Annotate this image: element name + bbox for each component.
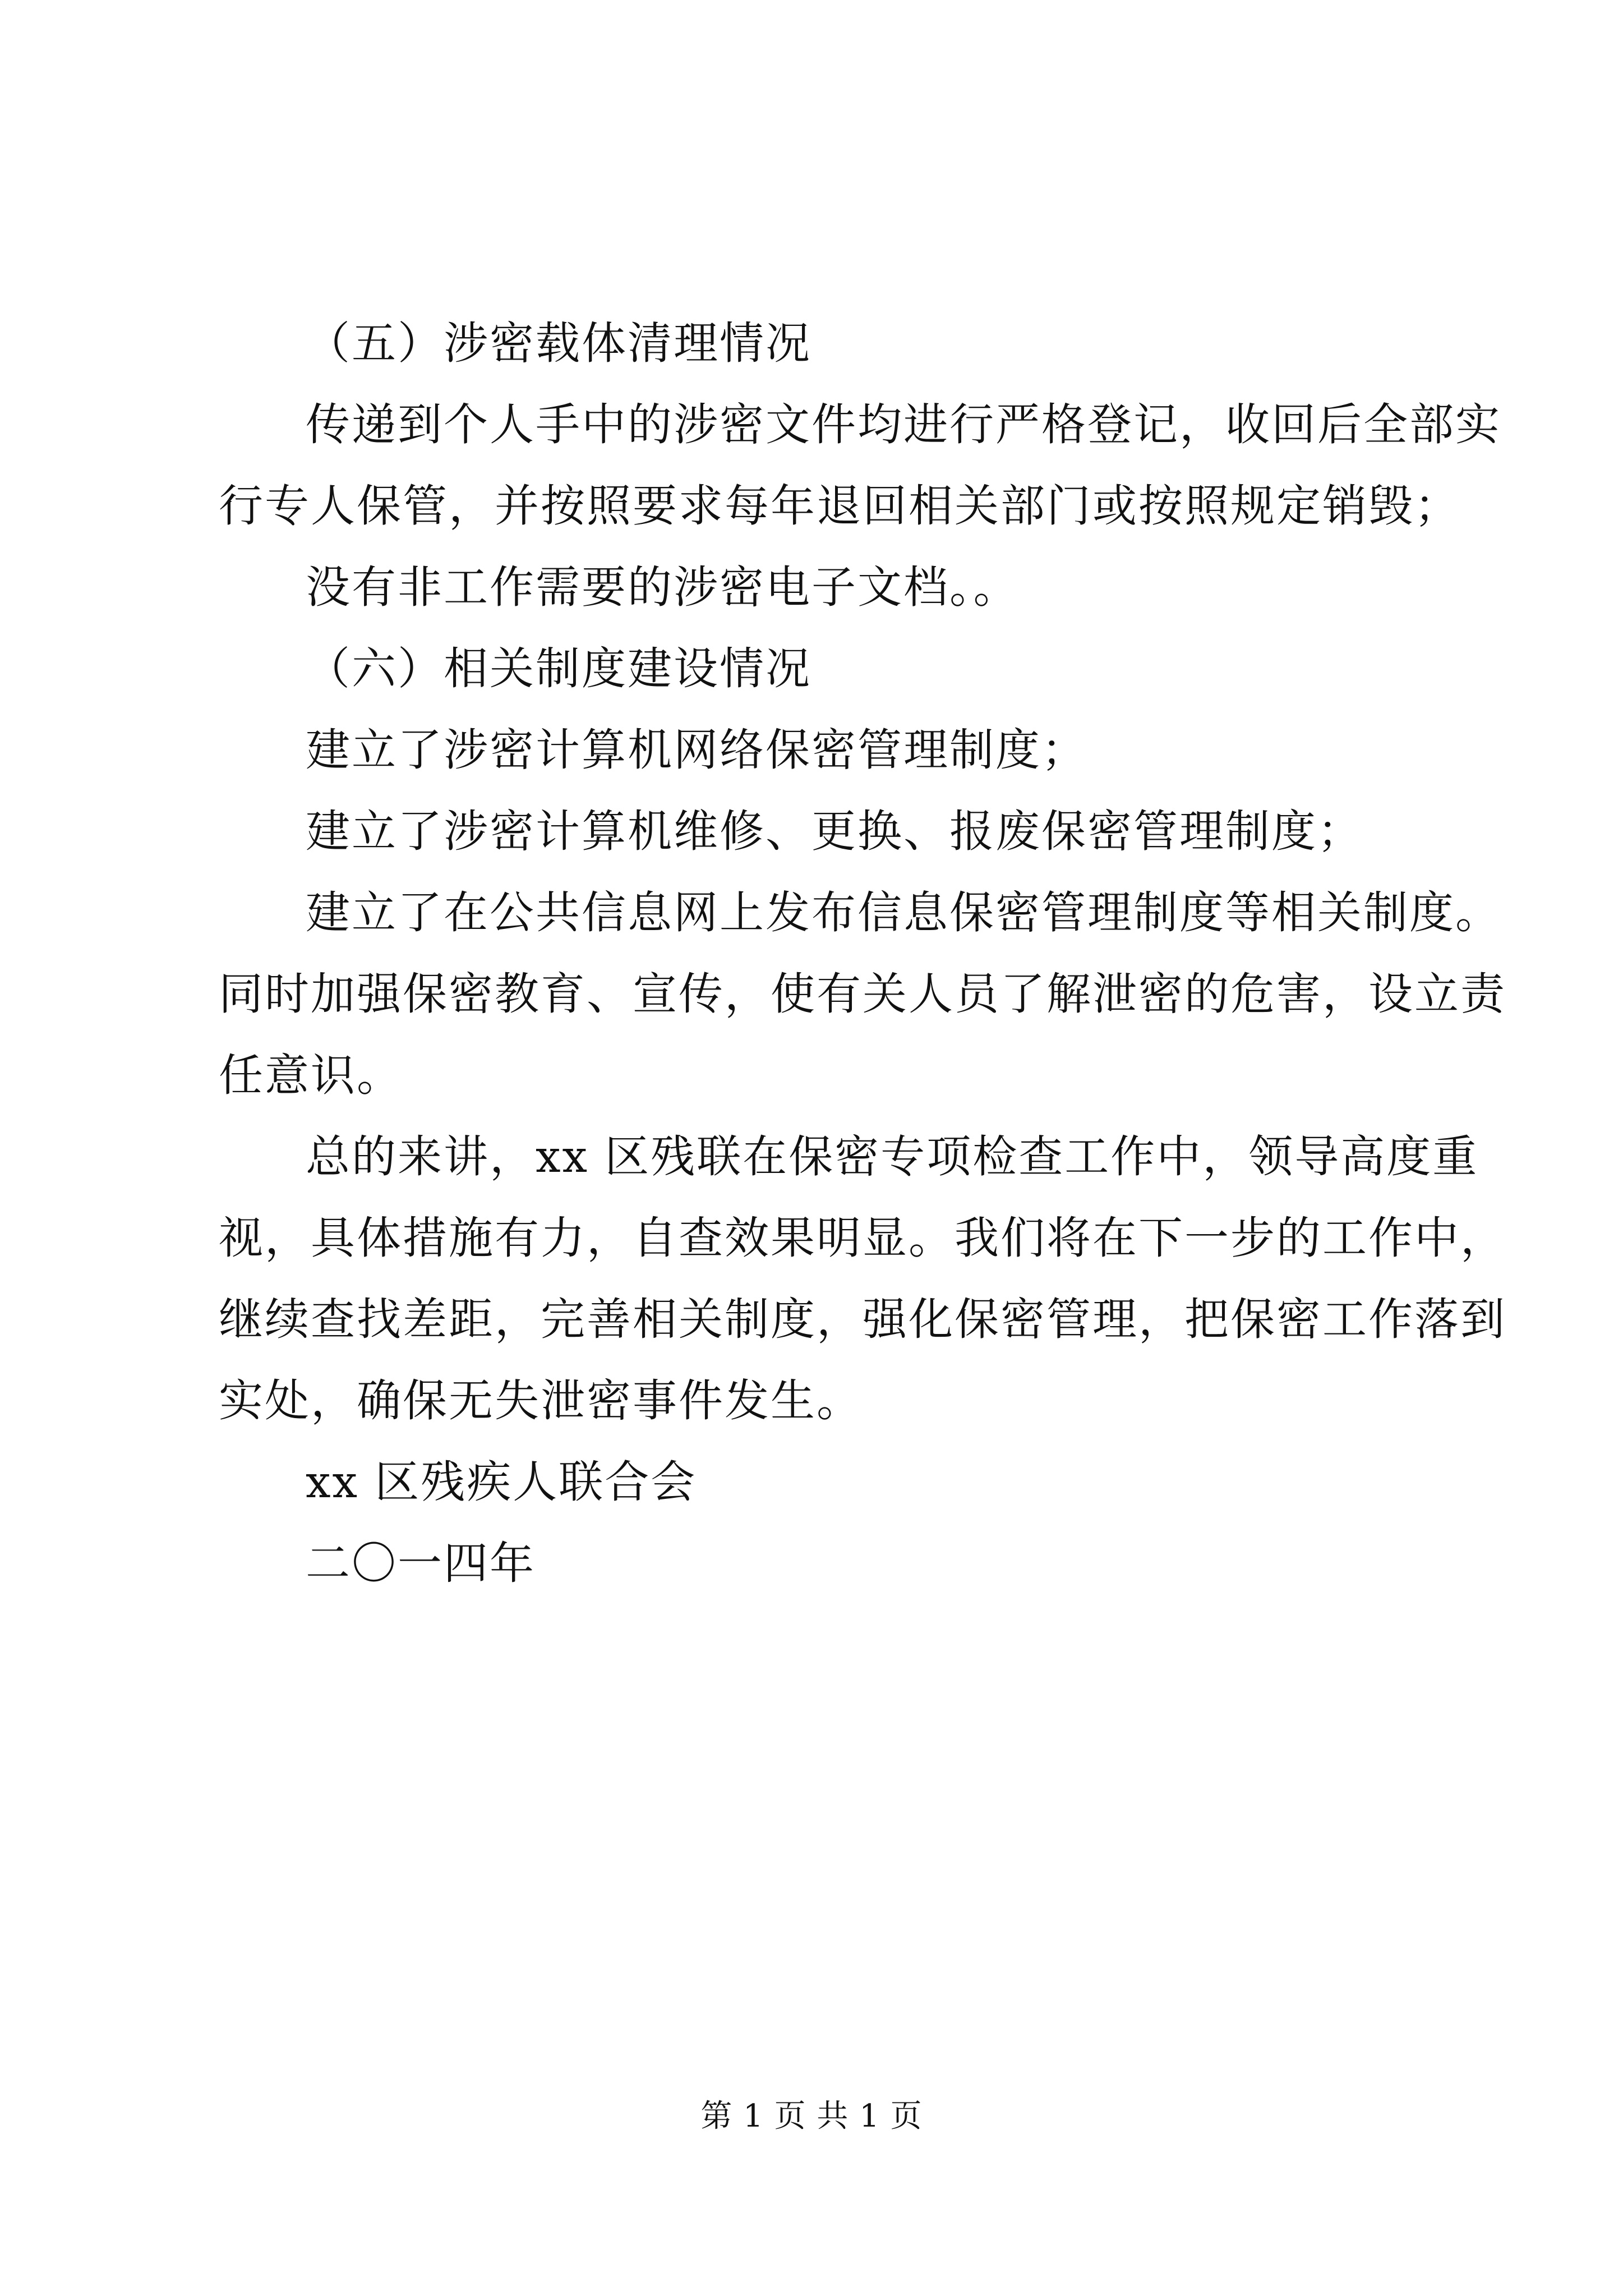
paragraph-line: 任意识。 xyxy=(219,1050,403,1101)
paragraph-line: 建立了涉密计算机网络保密管理制度； xyxy=(306,724,1087,776)
paragraph-line: 继续查找差距，完善相关制度，强化保密管理，把保密工作落到 xyxy=(219,1294,1506,1345)
document-body xyxy=(219,303,1506,1604)
signature-organization: xx 区残疾人联合会 xyxy=(306,1456,697,1508)
paragraph-line: 建立了在公共信息网上发布信息保密管理制度等相关制度。 xyxy=(306,887,1501,938)
paragraph-line: 没有非工作需要的涉密电子文档。。 xyxy=(306,562,1020,613)
paragraph-line: 视，具体措施有力，自查效果明显。我们将在下一步的工作中， xyxy=(219,1212,1506,1264)
section-heading-6: （六）相关制度建设情况 xyxy=(306,643,811,694)
paragraph-line: 行专人保管，并按照要求每年退回相关部门或按照规定销毁； xyxy=(219,480,1460,532)
page-footer: 第 1 页 共 1 页 xyxy=(700,2098,923,2134)
paragraph-line: 传递到个人手中的涉密文件均进行严格登记，收回后全部实 xyxy=(306,399,1501,450)
section-heading-5: （五）涉密载体清理情况 xyxy=(306,318,811,369)
paragraph-line: 建立了涉密计算机维修、更换、报废保密管理制度； xyxy=(306,806,1363,857)
paragraph-line: 实处，确保无失泄密事件发生。 xyxy=(219,1375,863,1427)
signature-date: 二〇一四年 xyxy=(306,1538,536,1589)
paragraph-line: 同时加强保密教育、宣传，使有关人员了解泄密的危害，设立责 xyxy=(219,968,1506,1020)
paragraph-line: 总的来讲，xx 区残联在保密专项检查工作中，领导高度重 xyxy=(306,1131,1479,1182)
